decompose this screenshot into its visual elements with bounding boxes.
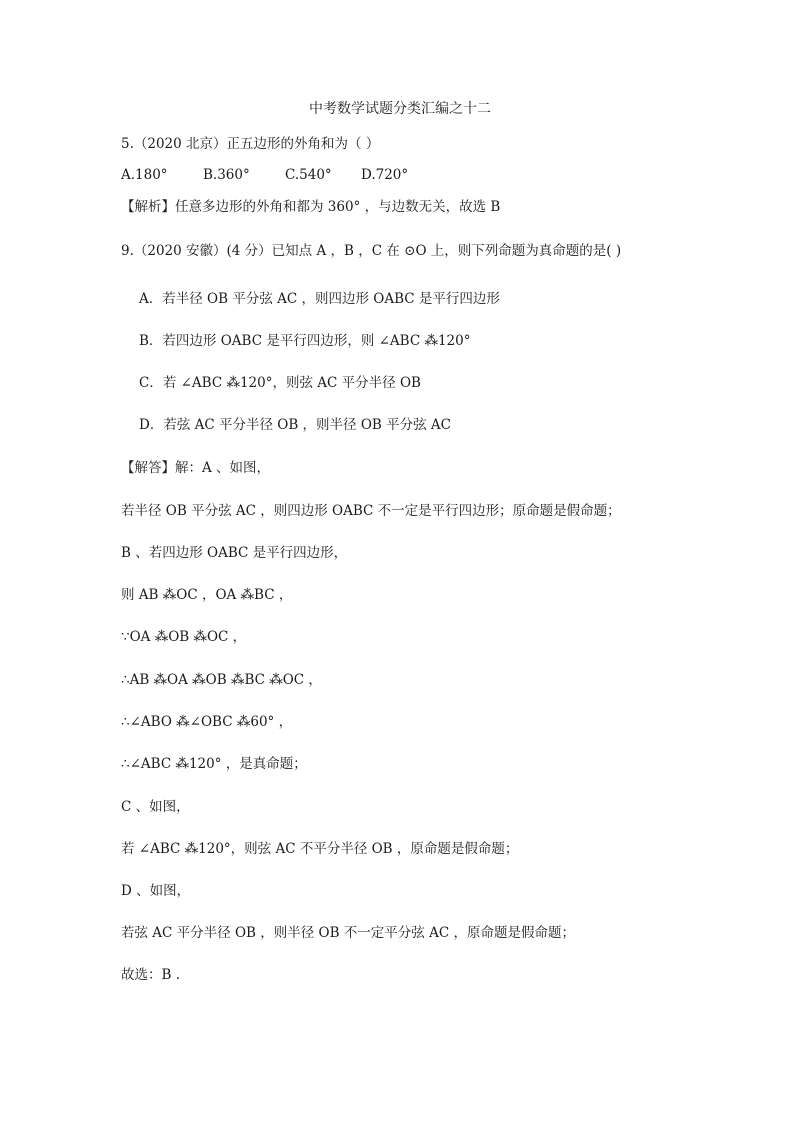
question-9-stem: 9.（2020 安徽）(4 分）已知点 A ，B ，C 在 ⊙O 上，则下列命题为真命题的是( ) (121, 243, 622, 259)
q5-option-d: D.720° (361, 167, 409, 183)
question-5-stem: 5.（2020 北京）正五边形的外角和为（ ） (121, 136, 380, 152)
q5-option-c: C.540° (285, 167, 332, 183)
solution-line: 则 AB ⁂OC ，OA ⁂BC ， (121, 587, 293, 603)
q5-option-b: B.360° (203, 167, 250, 183)
q9-option-c: C．若 ∠ABC ⁂120°，则弦 AC 平分半径 OB (139, 375, 421, 391)
solution-line: D 、如图， (121, 883, 191, 899)
solution-line: ∵OA ⁂OB ⁂OC ， (121, 629, 247, 645)
solution-line: 若 ∠ABC ⁂120°，则弦 AC 不平分半径 OB ，原命题是假命题； (121, 841, 519, 857)
q9-option-b: B．若四边形 OABC 是平行四边形，则 ∠ABC ⁂120° (139, 333, 471, 349)
solution-line: 故选：B . (121, 967, 181, 983)
solution-line: 若半径 OB 平分弦 AC ，则四边形 OABC 不一定是平行四边形；原命题是假命题； (121, 503, 621, 519)
solution-line: ∴∠ABC ⁂120° ，是真命题； (121, 756, 307, 772)
solution-line: ∴∠ABO ⁂∠OBC ⁂60° ， (121, 714, 293, 730)
solution-line: 若弦 AC 平分半径 OB ，则半径 OB 不一定平分弦 AC ，原命题是假命题； (121, 925, 575, 941)
q9-option-d: D．若弦 AC 平分半径 OB ，则半径 OB 平分弦 AC (139, 417, 451, 433)
solution-line: 【解答】解：A 、如图， (121, 460, 271, 476)
q5-option-a: A.180° (121, 167, 168, 183)
solution-line: ∴AB ⁂OA ⁂OB ⁂BC ⁂OC ， (121, 672, 322, 688)
question-5-analysis: 【解析】任意多边形的外角和都为 360° ，与边数无关，故选 B (121, 199, 501, 215)
page-title: 中考数学试题分类汇编之十二 (309, 101, 491, 117)
q9-option-a: A．若半径 OB 平分弦 AC ，则四边形 OABC 是平行四边形 (139, 291, 500, 307)
solution-line: C 、如图， (121, 799, 190, 815)
solution-line: B 、若四边形 OABC 是平行四边形， (121, 545, 348, 561)
